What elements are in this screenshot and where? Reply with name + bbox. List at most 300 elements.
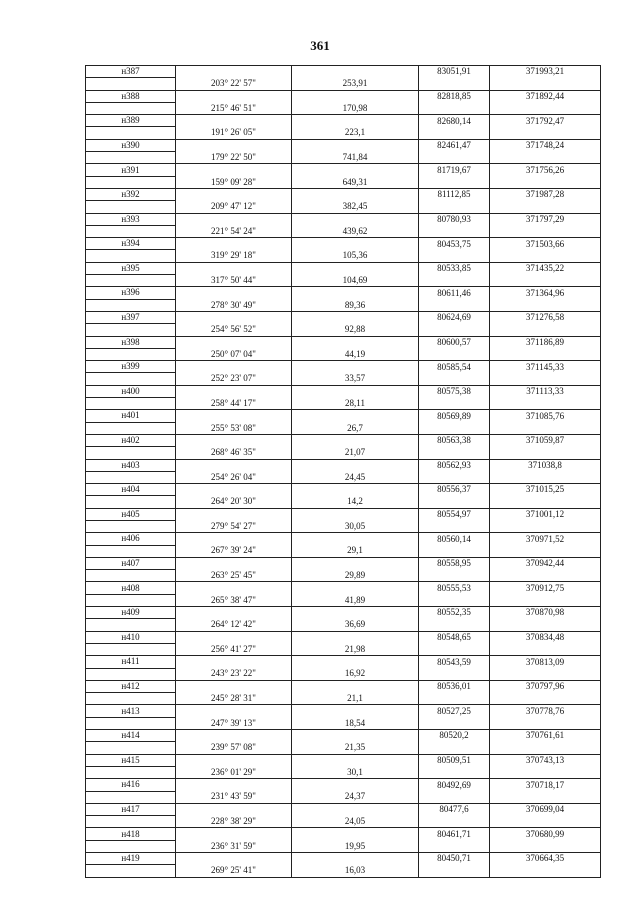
blank-cell	[176, 434, 292, 446]
blank-cell	[176, 631, 292, 643]
segment-length: 104,69	[292, 275, 419, 287]
blank-cell	[176, 508, 292, 520]
blank-cell	[176, 607, 292, 619]
segment-row	[86, 791, 601, 803]
segment-row	[86, 520, 601, 532]
direction-angle: 250° 07' 04"	[176, 348, 292, 360]
segment-length: 30,05	[292, 520, 419, 532]
blank-cell	[292, 853, 419, 865]
segment-row	[86, 225, 601, 237]
coordinate-x: 80453,75	[419, 238, 490, 250]
blank-cell	[419, 373, 490, 385]
coordinate-y: 371145,33	[490, 361, 601, 373]
point-row	[86, 115, 601, 127]
point-id: н395	[86, 262, 176, 274]
blank-cell	[419, 520, 490, 532]
segment-row	[86, 668, 601, 680]
blank-cell	[292, 607, 419, 619]
coordinate-y: 371059,87	[490, 434, 601, 446]
direction-angle: 265° 38' 47"	[176, 594, 292, 606]
point-id: н413	[86, 705, 176, 717]
blank-cell	[490, 693, 601, 705]
segment-row	[86, 127, 601, 139]
coordinate-x: 80600,57	[419, 336, 490, 348]
coordinate-y: 370680,99	[490, 828, 601, 840]
segment-row	[86, 348, 601, 360]
point-row	[86, 853, 601, 865]
blank-cell	[490, 717, 601, 729]
point-row	[86, 803, 601, 815]
blank-cell	[176, 287, 292, 299]
blank-cell	[176, 754, 292, 766]
segment-row	[86, 102, 601, 114]
point-id: н397	[86, 311, 176, 323]
blank-cell	[86, 373, 176, 385]
blank-cell	[490, 78, 601, 90]
page-number: 361	[310, 38, 330, 53]
coordinate-y: 371748,24	[490, 139, 601, 151]
point-row	[86, 287, 601, 299]
blank-cell	[419, 152, 490, 164]
direction-angle: 239° 57' 08"	[176, 742, 292, 754]
direction-angle: 236° 01' 29"	[176, 766, 292, 778]
blank-cell	[176, 385, 292, 397]
coordinate-y: 370942,44	[490, 557, 601, 569]
blank-cell	[419, 447, 490, 459]
coordinate-y: 371993,21	[490, 66, 601, 78]
blank-cell	[419, 619, 490, 631]
point-id: н394	[86, 238, 176, 250]
blank-cell	[490, 324, 601, 336]
segment-length: 30,1	[292, 766, 419, 778]
coordinate-x: 80533,85	[419, 262, 490, 274]
blank-cell	[419, 742, 490, 754]
point-id: н388	[86, 90, 176, 102]
coordinate-y: 370743,13	[490, 754, 601, 766]
blank-cell	[419, 127, 490, 139]
coordinate-y: 371113,33	[490, 385, 601, 397]
blank-cell	[176, 803, 292, 815]
blank-cell	[176, 90, 292, 102]
blank-cell	[86, 250, 176, 262]
coordinate-x: 80492,69	[419, 779, 490, 791]
blank-cell	[292, 705, 419, 717]
segment-length: 21,98	[292, 643, 419, 655]
coordinate-x: 80585,54	[419, 361, 490, 373]
blank-cell	[292, 361, 419, 373]
blank-cell	[490, 373, 601, 385]
segment-row	[86, 594, 601, 606]
point-row	[86, 484, 601, 496]
point-id: н396	[86, 287, 176, 299]
segment-length: 21,35	[292, 742, 419, 754]
point-id: н419	[86, 853, 176, 865]
point-id: н408	[86, 582, 176, 594]
segment-row	[86, 275, 601, 287]
segment-row	[86, 250, 601, 262]
segment-length: 105,36	[292, 250, 419, 262]
coordinate-x: 82818,85	[419, 90, 490, 102]
blank-cell	[490, 176, 601, 188]
point-id: н412	[86, 680, 176, 692]
point-id: н406	[86, 533, 176, 545]
coordinate-y: 371038,8	[490, 459, 601, 471]
blank-cell	[292, 754, 419, 766]
direction-angle: 215° 46' 51"	[176, 102, 292, 114]
blank-cell	[419, 225, 490, 237]
blank-cell	[419, 840, 490, 852]
blank-cell	[490, 545, 601, 557]
blank-cell	[86, 693, 176, 705]
blank-cell	[490, 275, 601, 287]
blank-cell	[86, 668, 176, 680]
point-row	[86, 582, 601, 594]
point-id: н399	[86, 361, 176, 373]
coordinate-y: 370761,61	[490, 730, 601, 742]
blank-cell	[419, 570, 490, 582]
point-row	[86, 385, 601, 397]
blank-cell	[292, 213, 419, 225]
blank-cell	[419, 78, 490, 90]
point-row	[86, 262, 601, 274]
blank-cell	[419, 348, 490, 360]
segment-row	[86, 78, 601, 90]
segment-row	[86, 865, 601, 877]
coordinate-y: 371792,47	[490, 115, 601, 127]
coordinate-y: 371276,58	[490, 311, 601, 323]
point-row	[86, 656, 601, 668]
blank-cell	[490, 299, 601, 311]
coordinate-x: 80520,2	[419, 730, 490, 742]
point-row	[86, 557, 601, 569]
point-id: н418	[86, 828, 176, 840]
coordinate-x: 80548,65	[419, 631, 490, 643]
blank-cell	[419, 250, 490, 262]
segment-row	[86, 570, 601, 582]
blank-cell	[176, 262, 292, 274]
point-id: н398	[86, 336, 176, 348]
blank-cell	[176, 311, 292, 323]
point-row	[86, 164, 601, 176]
blank-cell	[419, 717, 490, 729]
segment-row	[86, 422, 601, 434]
coordinate-x: 80556,37	[419, 484, 490, 496]
direction-angle: 159° 09' 28"	[176, 176, 292, 188]
blank-cell	[86, 742, 176, 754]
table-body	[86, 66, 601, 878]
point-row	[86, 139, 601, 151]
blank-cell	[86, 225, 176, 237]
blank-cell	[292, 115, 419, 127]
point-id: н414	[86, 730, 176, 742]
coordinate-x: 80563,38	[419, 434, 490, 446]
blank-cell	[490, 102, 601, 114]
blank-cell	[490, 348, 601, 360]
coordinate-x: 80780,93	[419, 213, 490, 225]
direction-angle: 255° 53' 08"	[176, 422, 292, 434]
direction-angle: 258° 44' 17"	[176, 398, 292, 410]
segment-length: 21,1	[292, 693, 419, 705]
point-id: н411	[86, 656, 176, 668]
blank-cell	[490, 447, 601, 459]
blank-cell	[490, 791, 601, 803]
blank-cell	[419, 668, 490, 680]
direction-angle: 252° 23' 07"	[176, 373, 292, 385]
blank-cell	[292, 262, 419, 274]
point-id: н387	[86, 66, 176, 78]
blank-cell	[176, 828, 292, 840]
point-id: н402	[86, 434, 176, 446]
point-id: н407	[86, 557, 176, 569]
segment-row	[86, 299, 601, 311]
point-id: н405	[86, 508, 176, 520]
point-id: н416	[86, 779, 176, 791]
coordinate-x: 80555,53	[419, 582, 490, 594]
blank-cell	[86, 865, 176, 877]
blank-cell	[292, 410, 419, 422]
blank-cell	[419, 324, 490, 336]
blank-cell	[292, 139, 419, 151]
blank-cell	[292, 508, 419, 520]
blank-cell	[176, 238, 292, 250]
coordinate-y: 371015,25	[490, 484, 601, 496]
direction-angle: 279° 54' 27"	[176, 520, 292, 532]
blank-cell	[176, 188, 292, 200]
direction-angle: 228° 38' 29"	[176, 816, 292, 828]
direction-angle: 179° 22' 50"	[176, 152, 292, 164]
coordinate-y: 371797,29	[490, 213, 601, 225]
blank-cell	[86, 398, 176, 410]
coordinate-x: 80543,59	[419, 656, 490, 668]
blank-cell	[292, 336, 419, 348]
coordinate-y: 370912,75	[490, 582, 601, 594]
blank-cell	[86, 520, 176, 532]
blank-cell	[292, 434, 419, 446]
point-row	[86, 779, 601, 791]
segment-length: 24,37	[292, 791, 419, 803]
blank-cell	[86, 422, 176, 434]
blank-cell	[419, 102, 490, 114]
blank-cell	[490, 643, 601, 655]
blank-cell	[292, 164, 419, 176]
blank-cell	[419, 643, 490, 655]
segment-length: 28,11	[292, 398, 419, 410]
blank-cell	[490, 422, 601, 434]
blank-cell	[86, 127, 176, 139]
blank-cell	[176, 557, 292, 569]
blank-cell	[419, 275, 490, 287]
segment-length: 223,1	[292, 127, 419, 139]
segment-length: 170,98	[292, 102, 419, 114]
blank-cell	[292, 238, 419, 250]
coordinate-x: 80611,46	[419, 287, 490, 299]
coordinates-table	[85, 65, 601, 878]
segment-row	[86, 742, 601, 754]
segment-length: 16,92	[292, 668, 419, 680]
blank-cell	[490, 816, 601, 828]
point-id: н415	[86, 754, 176, 766]
point-row	[86, 533, 601, 545]
blank-cell	[292, 656, 419, 668]
blank-cell	[490, 152, 601, 164]
blank-cell	[176, 410, 292, 422]
coordinate-x: 83051,91	[419, 66, 490, 78]
coordinate-y: 371085,76	[490, 410, 601, 422]
coordinate-x: 81112,85	[419, 188, 490, 200]
coordinate-y: 371892,44	[490, 90, 601, 102]
point-row	[86, 410, 601, 422]
direction-angle: 203° 22' 57"	[176, 78, 292, 90]
blank-cell	[176, 164, 292, 176]
coordinate-x: 80450,71	[419, 853, 490, 865]
coordinate-y: 371987,28	[490, 188, 601, 200]
blank-cell	[490, 742, 601, 754]
point-row	[86, 336, 601, 348]
blank-cell	[292, 730, 419, 742]
point-id: н403	[86, 459, 176, 471]
point-row	[86, 828, 601, 840]
segment-length: 33,57	[292, 373, 419, 385]
segment-length: 24,45	[292, 471, 419, 483]
coordinate-y: 370664,35	[490, 853, 601, 865]
coordinate-x: 80552,35	[419, 607, 490, 619]
point-id: н410	[86, 631, 176, 643]
blank-cell	[86, 348, 176, 360]
point-row	[86, 730, 601, 742]
segment-length: 439,62	[292, 225, 419, 237]
point-id: н417	[86, 803, 176, 815]
blank-cell	[292, 557, 419, 569]
segment-length: 382,45	[292, 201, 419, 213]
coordinate-x: 80554,97	[419, 508, 490, 520]
segment-length: 36,69	[292, 619, 419, 631]
segment-length: 741,84	[292, 152, 419, 164]
blank-cell	[490, 250, 601, 262]
coordinate-x: 81719,67	[419, 164, 490, 176]
blank-cell	[176, 115, 292, 127]
direction-angle: 254° 56' 52"	[176, 324, 292, 336]
direction-angle: 256° 41' 27"	[176, 643, 292, 655]
segment-row	[86, 324, 601, 336]
blank-cell	[490, 865, 601, 877]
blank-cell	[292, 484, 419, 496]
segment-length: 89,36	[292, 299, 419, 311]
direction-angle: 317° 50' 44"	[176, 275, 292, 287]
coordinate-x: 80536,01	[419, 680, 490, 692]
blank-cell	[176, 680, 292, 692]
coordinate-y: 371503,66	[490, 238, 601, 250]
segment-row	[86, 373, 601, 385]
blank-cell	[86, 643, 176, 655]
blank-cell	[292, 779, 419, 791]
point-row	[86, 311, 601, 323]
segment-row	[86, 816, 601, 828]
blank-cell	[86, 619, 176, 631]
direction-angle: 221° 54' 24"	[176, 225, 292, 237]
blank-cell	[292, 66, 419, 78]
point-row	[86, 631, 601, 643]
coordinate-x: 80624,69	[419, 311, 490, 323]
direction-angle: 268° 46' 35"	[176, 447, 292, 459]
blank-cell	[86, 766, 176, 778]
coordinate-y: 370834,48	[490, 631, 601, 643]
blank-cell	[490, 570, 601, 582]
direction-angle: 278° 30' 49"	[176, 299, 292, 311]
point-row	[86, 705, 601, 717]
segment-row	[86, 176, 601, 188]
blank-cell	[292, 828, 419, 840]
blank-cell	[419, 545, 490, 557]
point-id: н400	[86, 385, 176, 397]
blank-cell	[490, 840, 601, 852]
segment-row	[86, 447, 601, 459]
point-row	[86, 459, 601, 471]
blank-cell	[86, 816, 176, 828]
blank-cell	[490, 520, 601, 532]
segment-length: 18,54	[292, 717, 419, 729]
coordinate-y: 371435,22	[490, 262, 601, 274]
point-id: н392	[86, 188, 176, 200]
blank-cell	[292, 90, 419, 102]
coordinate-y: 370971,52	[490, 533, 601, 545]
blank-cell	[292, 582, 419, 594]
blank-cell	[176, 730, 292, 742]
blank-cell	[419, 594, 490, 606]
blank-cell	[86, 201, 176, 213]
coordinate-x: 82680,14	[419, 115, 490, 127]
blank-cell	[490, 127, 601, 139]
direction-angle: 267° 39' 24"	[176, 545, 292, 557]
segment-row	[86, 619, 601, 631]
segment-row	[86, 717, 601, 729]
direction-angle: 243° 23' 22"	[176, 668, 292, 680]
segment-length: 24,05	[292, 816, 419, 828]
point-row	[86, 754, 601, 766]
direction-angle: 245° 28' 31"	[176, 693, 292, 705]
blank-cell	[86, 717, 176, 729]
blank-cell	[176, 139, 292, 151]
blank-cell	[176, 213, 292, 225]
blank-cell	[419, 496, 490, 508]
direction-angle: 269° 25' 41"	[176, 865, 292, 877]
blank-cell	[292, 631, 419, 643]
coordinate-x: 80461,71	[419, 828, 490, 840]
segment-length: 649,31	[292, 176, 419, 188]
segment-length: 16,03	[292, 865, 419, 877]
blank-cell	[490, 668, 601, 680]
segment-length: 44,19	[292, 348, 419, 360]
blank-cell	[490, 619, 601, 631]
coordinate-y: 370699,04	[490, 803, 601, 815]
segment-length: 26,7	[292, 422, 419, 434]
blank-cell	[419, 299, 490, 311]
point-row	[86, 508, 601, 520]
blank-cell	[176, 66, 292, 78]
coordinate-y: 371364,96	[490, 287, 601, 299]
segment-row	[86, 496, 601, 508]
point-id: н401	[86, 410, 176, 422]
direction-angle: 254° 26' 04"	[176, 471, 292, 483]
blank-cell	[86, 102, 176, 114]
point-id: н391	[86, 164, 176, 176]
blank-cell	[86, 152, 176, 164]
segment-row	[86, 766, 601, 778]
segment-row	[86, 545, 601, 557]
blank-cell	[292, 459, 419, 471]
blank-cell	[490, 766, 601, 778]
coordinate-y: 370718,17	[490, 779, 601, 791]
direction-angle: 263° 25' 45"	[176, 570, 292, 582]
